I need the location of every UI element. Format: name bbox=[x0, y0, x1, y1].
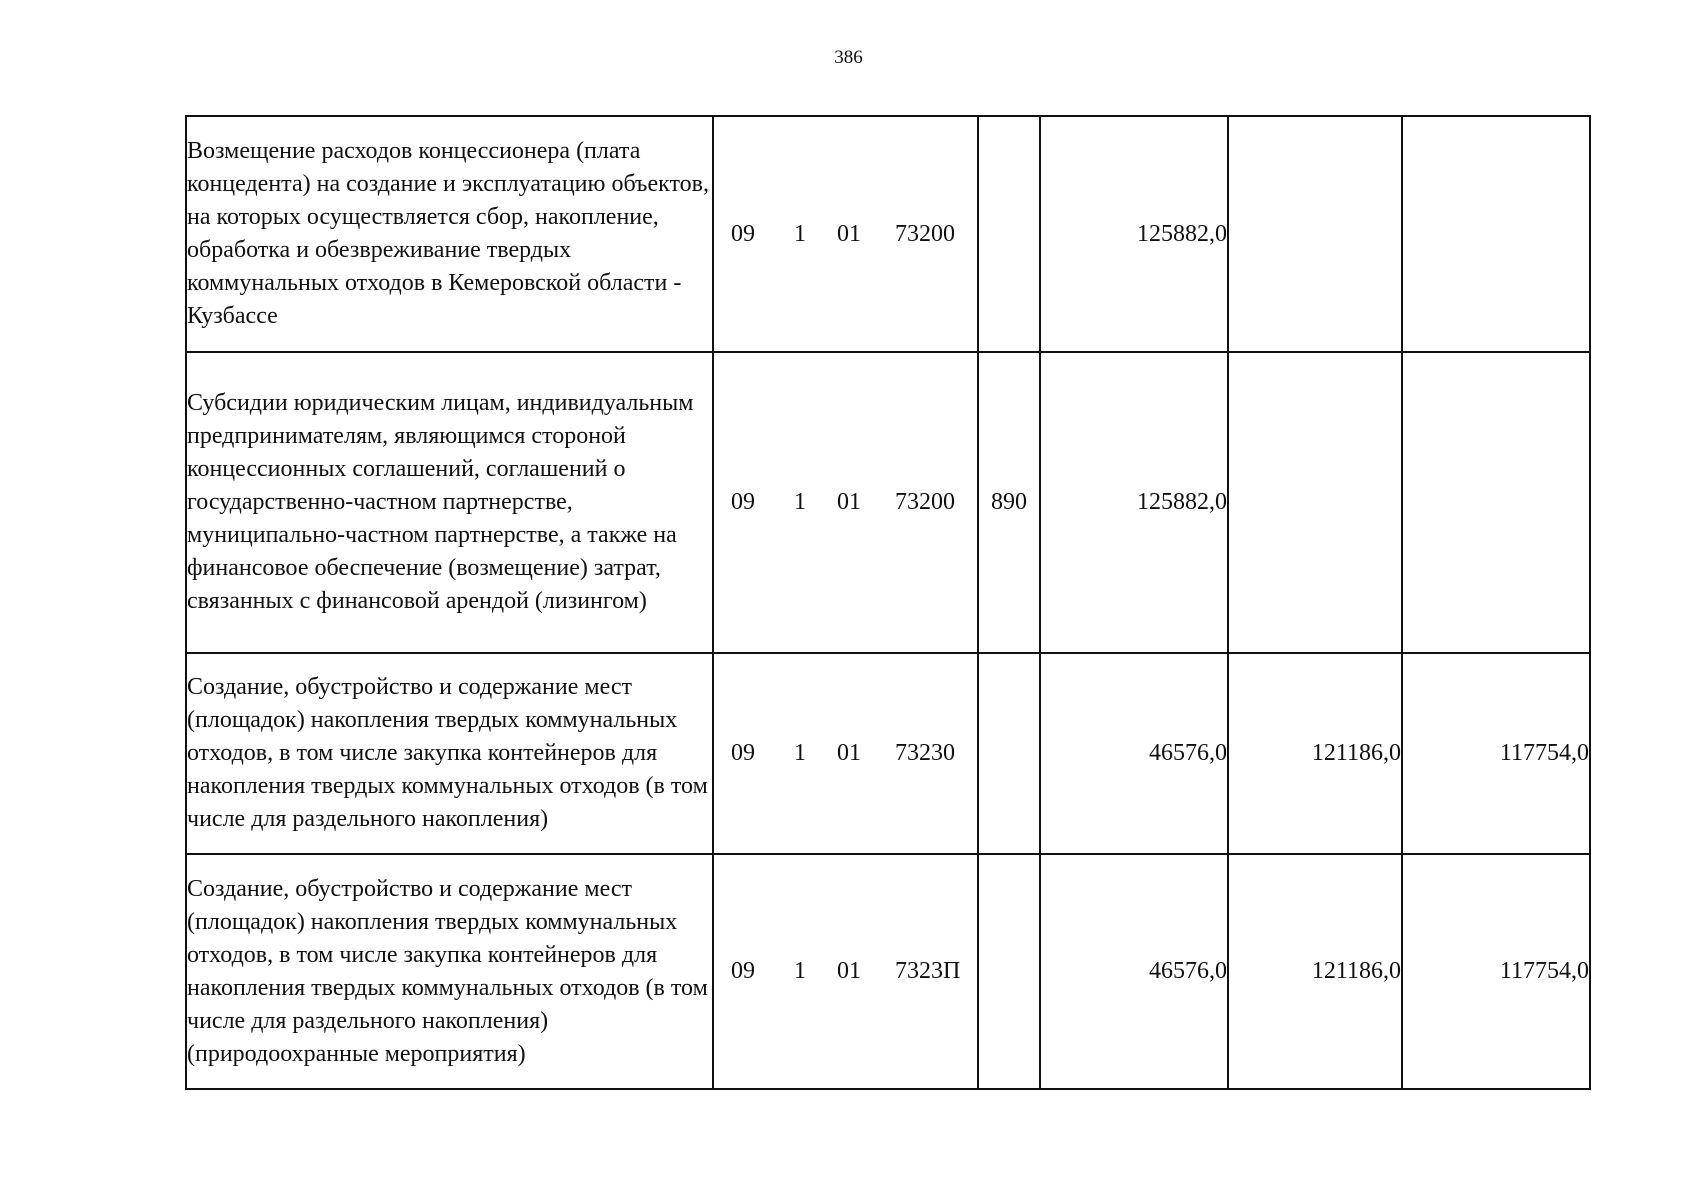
target-code: 73200 bbox=[895, 220, 955, 247]
amount-year-2-cell: 121186,0 bbox=[1228, 854, 1402, 1089]
amount-year-2-cell: 121186,0 bbox=[1228, 653, 1402, 854]
page-number: 386 bbox=[834, 47, 863, 68]
program-code: 1 bbox=[794, 489, 806, 515]
classification-codes-cell bbox=[713, 854, 978, 1089]
section-code: 09 bbox=[731, 740, 755, 766]
target-code: 73230 bbox=[895, 740, 955, 766]
table-row bbox=[186, 352, 1590, 653]
expense-type-cell bbox=[978, 653, 1040, 854]
section-code: 09 bbox=[731, 958, 755, 984]
budget-table bbox=[185, 115, 1591, 1090]
amount-year-2-cell bbox=[1228, 116, 1402, 352]
program-code: 1 bbox=[794, 740, 806, 766]
table-row bbox=[186, 653, 1590, 854]
amount-year-1-cell: 125882,0 bbox=[1040, 352, 1228, 653]
classification-codes-cell bbox=[713, 653, 978, 854]
expense-name-cell: Создание, обустройство и содержание мест (площадок) накопления твердых коммунальных отходов, в том числе закупка контейнеров для накопления твердых коммунальных отходов (в том числе для раздельного накопления) bbox=[186, 653, 713, 854]
expense-name-cell: Создание, обустройство и содержание мест (площадок) накопления твердых коммунальных отходов, в том числе закупка контейнеров для накопления твердых коммунальных отходов (в том числе для раздельного накопления) (природоохранные мероприятия) bbox=[186, 854, 713, 1089]
table-body bbox=[186, 116, 1590, 1089]
classification-codes-cell bbox=[713, 116, 978, 352]
expense-name-cell: Возмещение расходов концессионера (плата концедента) на создание и эксплуатацию объектов, на которых осуществляется сбор, накопление, обработка и обезвреживание твердых коммунальных отходов в Кемеровской области - Кузбассе bbox=[186, 116, 713, 352]
amount-year-1-cell: 46576,0 bbox=[1040, 653, 1228, 854]
subprogram-code: 01 bbox=[837, 740, 861, 766]
expense-name-cell: Субсидии юридическим лицам, индивидуальным предпринимателям, являющимся стороной концессионных соглашений, соглашений о государственно-частном партнерстве, муниципально-частном партнерстве, а также на финансовое обеспечение (возмещение) затрат, связанных с финансовой арендой (лизингом) bbox=[186, 352, 713, 653]
table-row bbox=[186, 854, 1590, 1089]
section-code: 09 bbox=[731, 220, 755, 247]
subprogram-code: 01 bbox=[837, 220, 861, 247]
expense-type-cell: 890 bbox=[978, 352, 1040, 653]
subprogram-code: 01 bbox=[837, 489, 861, 515]
amount-year-3-cell: 117754,0 bbox=[1402, 854, 1590, 1089]
program-code: 1 bbox=[794, 220, 806, 247]
amount-year-1-cell: 125882,0 bbox=[1040, 116, 1228, 352]
amount-year-3-cell: 117754,0 bbox=[1402, 653, 1590, 854]
amount-year-3-cell bbox=[1402, 352, 1590, 653]
target-code: 73200 bbox=[895, 489, 955, 515]
amount-year-2-cell bbox=[1228, 352, 1402, 653]
table-row bbox=[186, 116, 1590, 352]
section-code: 09 bbox=[731, 489, 755, 515]
expense-type-cell bbox=[978, 854, 1040, 1089]
classification-codes-cell bbox=[713, 352, 978, 653]
amount-year-3-cell bbox=[1402, 116, 1590, 352]
target-code: 7323П bbox=[895, 958, 961, 984]
subprogram-code: 01 bbox=[837, 958, 861, 984]
program-code: 1 bbox=[794, 958, 806, 984]
expense-type-cell bbox=[978, 116, 1040, 352]
amount-year-1-cell: 46576,0 bbox=[1040, 854, 1228, 1089]
